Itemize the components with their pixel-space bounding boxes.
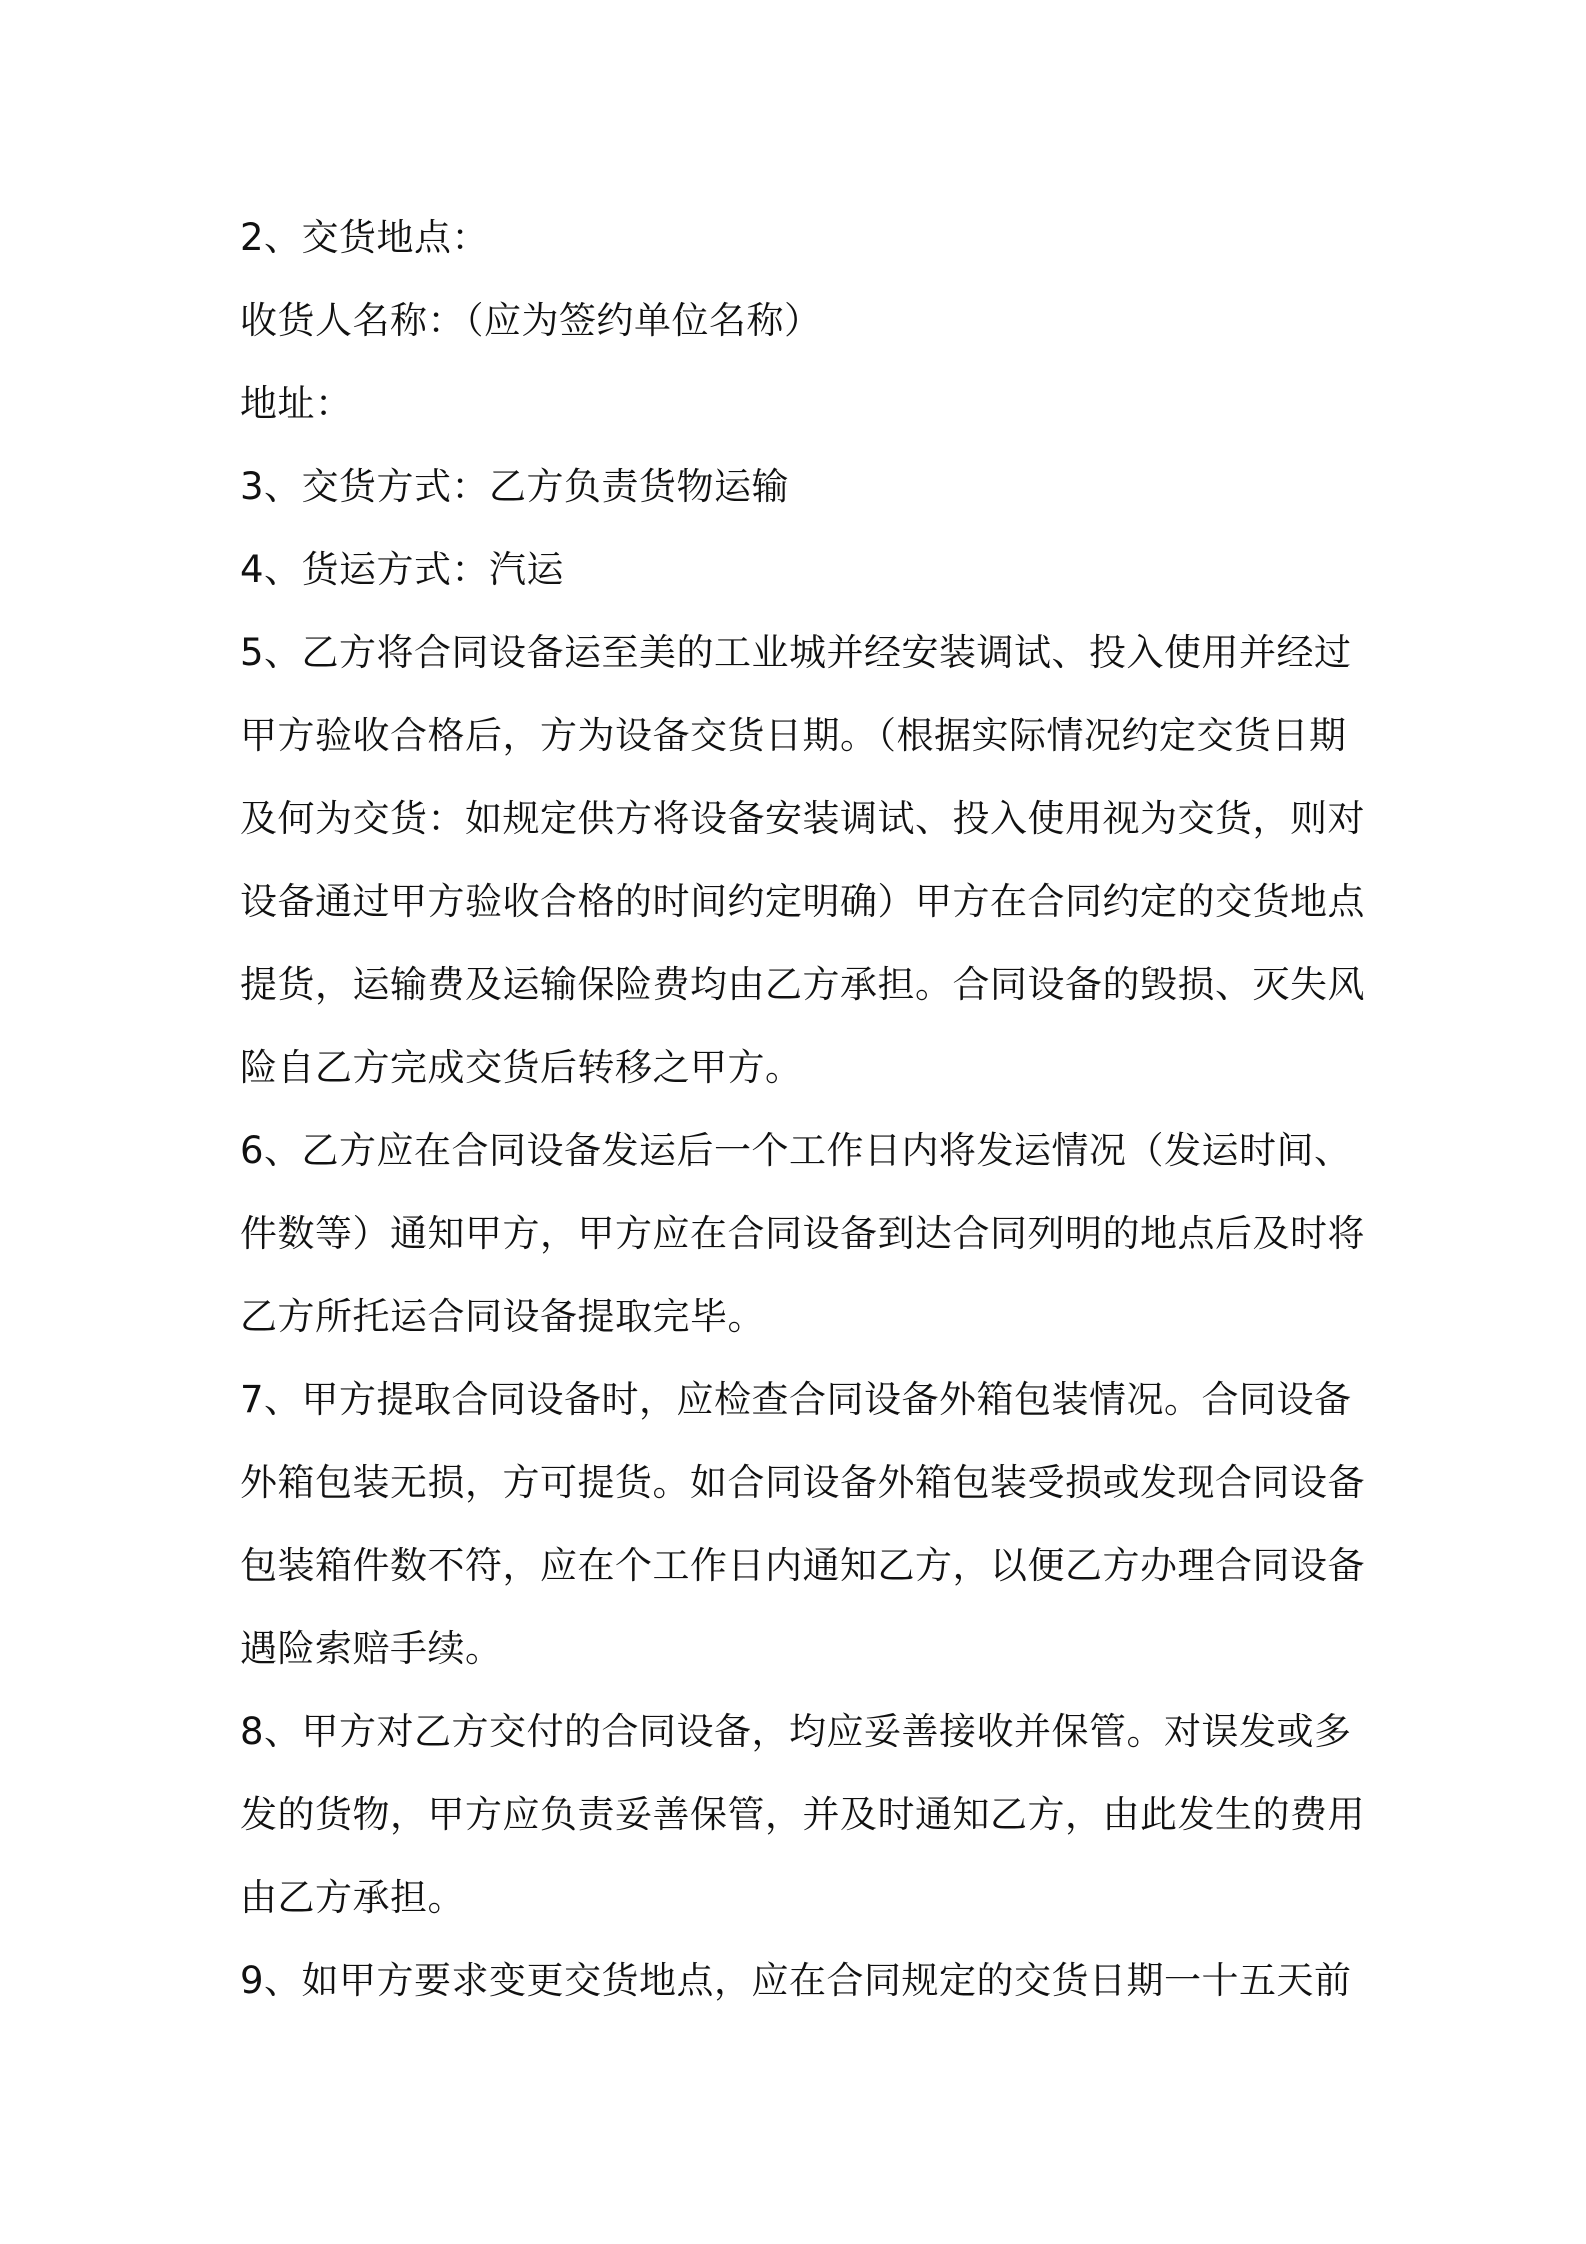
text-line: 甲方验收合格后，方为设备交货日期。（根据实际情况约定交货日期 (240, 714, 1347, 757)
text-line: 包装箱件数不符，应在个工作日内通知乙方，以便乙方办理合同设备 (240, 1544, 1365, 1587)
text-line: 9、如甲方要求变更交货地点，应在合同规定的交货日期一十五天前 (240, 1959, 1352, 2002)
text-line: 5、乙方将合同设备运至美的工业城并经安装调试、投入使用并经过 (240, 631, 1352, 674)
text-line: 外箱包装无损，方可提货。如合同设备外箱包装受损或发现合同设备 (240, 1461, 1365, 1504)
text-line: 地址： (240, 382, 353, 425)
text-line: 6、乙方应在合同设备发运后一个工作日内将发运情况（发运时间、 (240, 1129, 1352, 1172)
text-line: 2、交货地点： (240, 216, 490, 259)
paragraph-clause-9 (240, 1939, 1360, 2022)
text-line: 乙方所托运合同设备提取完毕。 (240, 1295, 765, 1338)
text-line: 8、甲方对乙方交付的合同设备，均应妥善接收并保管。对误发或多 (240, 1710, 1352, 1753)
document-body (240, 196, 1365, 2022)
text-line: 收货人名称：（应为签约单位名称） (240, 299, 822, 342)
text-line: 险自乙方完成交货后转移之甲方。 (240, 1046, 803, 1089)
text-line: 及何为交货：如规定供方将设备安装调试、投入使用视为交货，则对 (240, 797, 1365, 840)
text-line: 7、甲方提取合同设备时，应检查合同设备外箱包装情况。合同设备 (240, 1378, 1352, 1421)
paragraph-shipping-method (240, 528, 1360, 611)
paragraph-clause-7 (240, 1358, 1365, 1690)
paragraph-consignee-name (240, 279, 1360, 362)
paragraph-clause-8 (240, 1690, 1365, 1939)
text-line: 发的货物，甲方应负责妥善保管，并及时通知乙方，由此发生的费用 (240, 1793, 1365, 1836)
text-line: 由乙方承担。 (240, 1876, 465, 1919)
text-line: 3、交货方式：乙方负责货物运输 (240, 465, 790, 508)
paragraph-delivery-method (240, 445, 1360, 528)
text-line: 件数等）通知甲方，甲方应在合同设备到达合同列明的地点后及时将 (240, 1212, 1365, 1255)
paragraph-clause-5 (240, 611, 1365, 1109)
text-line: 4、货运方式：汽运 (240, 548, 565, 591)
text-line: 设备通过甲方验收合格的时间约定明确）甲方在合同约定的交货地点 (240, 880, 1365, 923)
paragraph-delivery-location (240, 196, 1360, 279)
paragraph-clause-6 (240, 1109, 1365, 1358)
text-line: 提货，运输费及运输保险费均由乙方承担。合同设备的毁损、灭失风 (240, 963, 1365, 1006)
paragraph-address (240, 362, 1360, 445)
text-line: 遇险索赔手续。 (240, 1627, 503, 1670)
